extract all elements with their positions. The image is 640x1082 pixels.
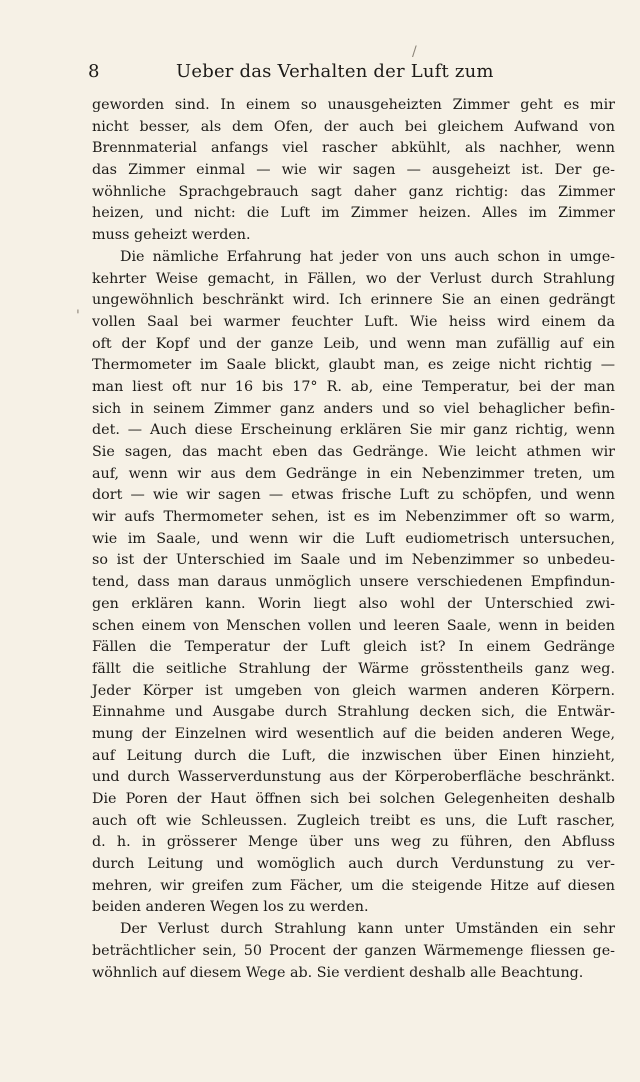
page-number: 8	[88, 61, 100, 82]
text-line: auch oft wie Schleussen. Zugleich treibt es uns, die Luft rascher,	[92, 812, 615, 829]
text-line: durch Leitung und womöglich auch durch Verdunstung zu ver-	[92, 856, 615, 873]
text-line: wöhnliche Sprachgebrauch sagt daher ganz richtig: das Zimmer	[92, 183, 615, 200]
text-line: und durch Wasserverdunstung aus der Körperoberfläche beschränkt.	[92, 769, 615, 786]
running-title: Ueber das Verhalten der Luft zum	[176, 61, 494, 82]
top-pencil-mark: /	[412, 44, 417, 60]
text-line: mung der Einzelnen wird wesentlich auf die beiden anderen Wege,	[92, 725, 615, 742]
text-line: so ist der Unterschied im Saale und im Nebenzimmer so unbedeu-	[92, 552, 615, 569]
text-line: das Zimmer einmal — wie wir sagen — ausgeheizt ist. Der ge-	[92, 162, 615, 179]
text-line: ungewöhnlich beschränkt wird. Ich erinnere Sie an einen gedrängt	[92, 292, 615, 309]
text-line: oft der Kopf und der ganze Leib, und wenn man zufällig auf ein	[92, 335, 615, 352]
text-line: man liest oft nur 16 bis 17° R. ab, eine Temperatur, bei der man	[92, 378, 615, 395]
text-line: beträchtlicher sein, 50 Procent der ganzen Wärmemenge fliessen ge-	[92, 942, 615, 959]
text-line: gen erklären kann. Worin liegt also wohl der Unterschied zwi-	[92, 595, 615, 612]
text-line: Jeder Körper ist umgeben von gleich warmen anderen Körpern.	[92, 682, 615, 699]
side-pencil-mark: '	[76, 308, 80, 324]
text-line: Brennmaterial anfangs viel rascher abkühlt, als nachher, wenn	[92, 140, 615, 157]
text-line: sich in seinem Zimmer ganz anders und so viel behaglicher befin-	[92, 400, 615, 417]
text-line: Thermometer im Saale blickt, glaubt man, es zeige nicht richtig —	[92, 357, 615, 374]
text-line: schen einem von Menschen vollen und leeren Saale, wenn in beiden	[92, 617, 615, 634]
text-line: auf Leitung durch die Luft, die inzwischen über Einen hinzieht,	[92, 747, 615, 764]
page-header	[88, 60, 528, 88]
text-line: auf, wenn wir aus dem Gedränge in ein Nebenzimmer treten, um	[92, 465, 615, 482]
text-line: fällt die seitliche Strahlung der Wärme grösstentheils ganz weg.	[92, 660, 615, 677]
text-line: heizen, und nicht: die Luft im Zimmer heizen. Alles im Zimmer	[92, 205, 615, 222]
text-line: wöhnlich auf diesem Wege ab. Sie verdient deshalb alle Beachtung.	[92, 964, 584, 981]
text-line: Sie sagen, das macht eben das Gedränge. Wie leicht athmen wir	[92, 444, 615, 460]
text-line: mehren, wir greifen zum Fächer, um die steigende Hitze auf diesen	[92, 877, 615, 894]
text-line: wie im Saale, und wenn wir die Luft eudiometrisch untersuchen,	[92, 530, 615, 547]
paragraph-start-line: Der Verlust durch Strahlung kann unter Umständen ein sehr	[120, 921, 615, 938]
text-line: Fällen die Temperatur der Luft gleich ist? In einem Gedränge	[92, 639, 615, 656]
text-line: beiden anderen Wegen los zu werden.	[92, 899, 369, 916]
text-line: geworden sind. In einem so unausgeheizten Zimmer geht es mir	[92, 97, 615, 113]
text-line: nicht besser, als dem Ofen, der auch bei gleichem Aufwand von	[92, 118, 615, 135]
text-line: d. h. in grösserer Menge über uns weg zu führen, den Abfluss	[92, 834, 615, 851]
text-line: det. — Auch diese Erscheinung erklären Sie mir ganz richtig, wenn	[92, 422, 615, 439]
text-line: vollen Saal bei warmer feuchter Luft. Wie heiss wird einem da	[92, 313, 615, 330]
text-line: Die Poren der Haut öffnen sich bei solchen Gelegenheiten deshalb	[92, 791, 615, 807]
body-text	[92, 95, 615, 984]
text-line: dort — wie wir sagen — etwas frische Luft zu schöpfen, und wenn	[92, 487, 615, 504]
text-line: muss geheizt werden.	[92, 227, 251, 244]
text-line: kehrter Weise gemacht, in Fällen, wo der Verlust durch Strahlung	[92, 270, 615, 287]
text-line: Einnahme und Ausgabe durch Strahlung decken sich, die Entwär-	[92, 704, 615, 721]
paragraph-start-line: Die nämliche Erfahrung hat jeder von uns auch schon in umge-	[120, 248, 615, 265]
text-line: tend, dass man daraus unmöglich unsere verschiedenen Empfindun-	[92, 574, 615, 591]
text-line: wir aufs Thermometer sehen, ist es im Nebenzimmer oft so warm,	[92, 509, 615, 526]
